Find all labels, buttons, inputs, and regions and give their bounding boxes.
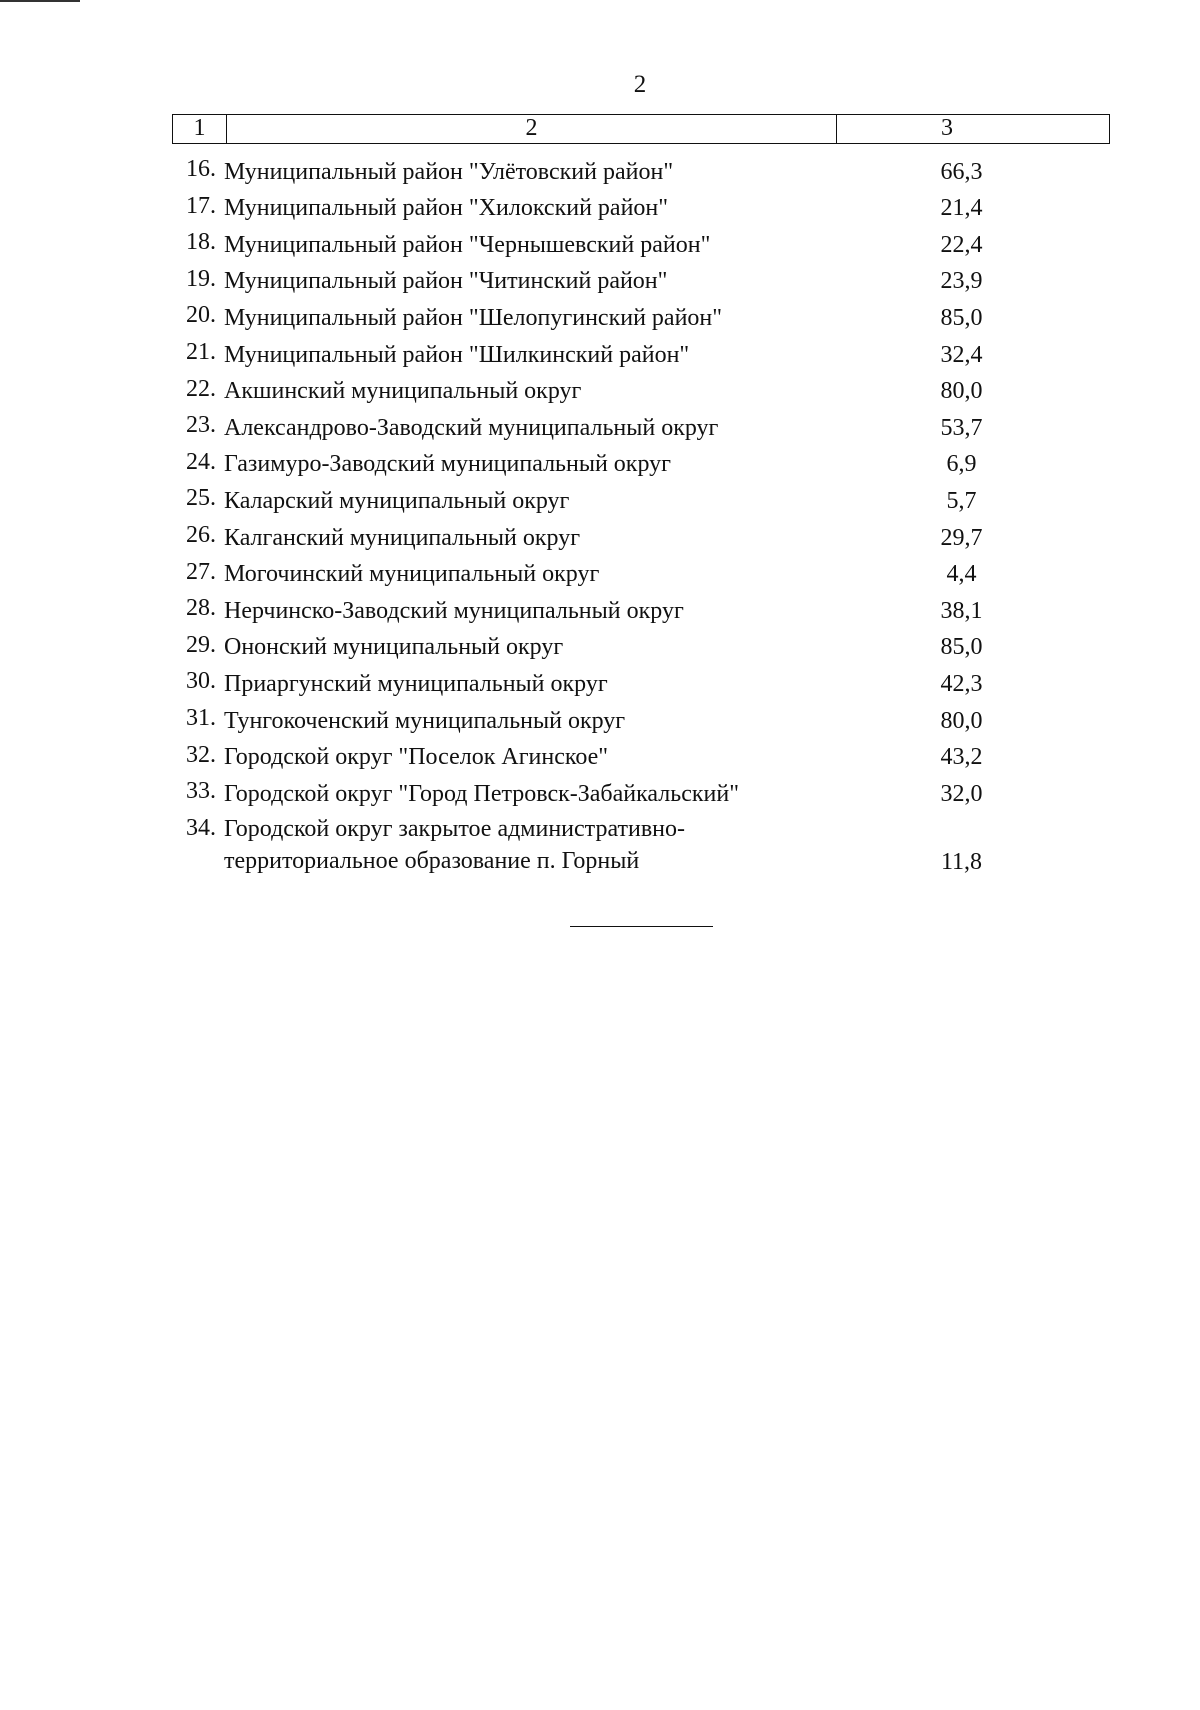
row-number: 33. — [186, 778, 216, 805]
row-name: Городской округ "Город Петровск-Забайкальский" — [224, 780, 740, 807]
row-number: 29. — [186, 631, 216, 658]
row-name: Каларский муниципальный округ — [224, 487, 570, 514]
scan-edge-mark — [0, 0, 80, 2]
row-value: 80,0 — [940, 707, 983, 734]
row-value: 29,7 — [940, 524, 983, 551]
row-number: 31. — [186, 704, 216, 731]
row-value: 43,2 — [940, 744, 983, 771]
row-name: Городской округ "Поселок Агинское" — [224, 744, 609, 771]
row-number: 18. — [186, 229, 216, 256]
table-body — [172, 150, 1110, 877]
table-row — [172, 150, 1110, 187]
row-number: 22. — [186, 375, 216, 402]
table-row — [172, 333, 1110, 370]
table-row — [172, 296, 1110, 333]
row-name: Ононский муниципальный округ — [224, 634, 564, 661]
row-number: 17. — [186, 192, 216, 219]
row-name: Александрово-Заводский муниципальный округ — [224, 414, 719, 441]
row-value: 66,3 — [940, 158, 983, 185]
row-number: 16. — [186, 156, 216, 182]
table-row — [172, 443, 1110, 480]
row-number: 19. — [186, 265, 216, 292]
table-row — [172, 626, 1110, 663]
table-row — [172, 187, 1110, 224]
row-number: 28. — [186, 595, 216, 622]
table-row — [172, 406, 1110, 443]
table-row — [172, 516, 1110, 553]
table-row — [172, 736, 1110, 773]
table-row — [172, 662, 1110, 699]
row-name: Акшинский муниципальный округ — [224, 378, 582, 405]
header-col-2: 2 — [227, 115, 837, 143]
row-number: 20. — [186, 302, 216, 329]
row-value: 21,4 — [940, 195, 983, 222]
row-name: Нерчинско-Заводский муниципальный округ — [224, 597, 684, 624]
row-value: 22,4 — [940, 231, 983, 258]
header-col-1: 1 — [173, 115, 227, 143]
row-name-line: территориальное образование п. Горный — [224, 847, 640, 874]
header-col-3: 3 — [941, 115, 953, 141]
row-name: Муниципальный район "Улётовский район" — [224, 158, 674, 185]
row-number: 26. — [186, 521, 216, 548]
table-row — [172, 260, 1110, 297]
row-name: Могочинский муниципальный округ — [224, 561, 600, 588]
page-number: 2 — [633, 71, 647, 98]
row-value: 38,1 — [940, 597, 983, 624]
row-number: 34. — [186, 814, 216, 841]
row-value: 11,8 — [940, 848, 983, 875]
row-value: 32,0 — [940, 780, 983, 807]
table-row — [172, 479, 1110, 516]
table-row — [172, 699, 1110, 736]
row-number: 30. — [186, 668, 216, 695]
row-value: 5,7 — [946, 487, 977, 514]
row-value: 85,0 — [940, 304, 983, 331]
row-value: 23,9 — [940, 268, 983, 295]
row-name: Приаргунский муниципальный округ — [224, 670, 608, 697]
row-number: 21. — [186, 338, 216, 365]
row-name-line: Городской округ закрытое административно- — [224, 815, 685, 842]
table-row — [172, 553, 1110, 590]
row-name: Тунгокоченский муниципальный округ — [224, 707, 626, 734]
row-name: Муниципальный район "Хилокский район" — [224, 195, 669, 222]
table-row — [172, 772, 1110, 809]
table-header — [172, 114, 1110, 144]
row-name: Муниципальный район "Шилкинский район" — [224, 341, 690, 368]
table-row — [172, 809, 1110, 877]
row-number: 27. — [186, 558, 216, 585]
row-value: 6,9 — [946, 451, 977, 478]
row-value: 80,0 — [940, 378, 983, 405]
table-row — [172, 223, 1110, 260]
row-number: 32. — [186, 741, 216, 768]
row-name: Газимуро-Заводский муниципальный округ — [224, 451, 671, 478]
row-number: 24. — [186, 448, 216, 475]
row-name: Калганский муниципальный округ — [224, 524, 581, 551]
row-value: 4,4 — [946, 561, 977, 588]
row-value: 53,7 — [940, 414, 983, 441]
row-name — [224, 809, 924, 877]
end-divider — [570, 926, 713, 927]
table-row — [172, 370, 1110, 407]
row-value: 32,4 — [940, 341, 983, 368]
row-name: Муниципальный район "Читинский район" — [224, 268, 668, 295]
table-row — [172, 589, 1110, 626]
row-value: 42,3 — [940, 670, 983, 697]
row-name: Муниципальный район "Чернышевский район" — [224, 231, 711, 258]
row-value: 85,0 — [940, 634, 983, 661]
row-name: Муниципальный район "Шелопугинский район" — [224, 304, 723, 331]
row-number: 25. — [186, 485, 216, 512]
row-number: 23. — [186, 412, 216, 439]
